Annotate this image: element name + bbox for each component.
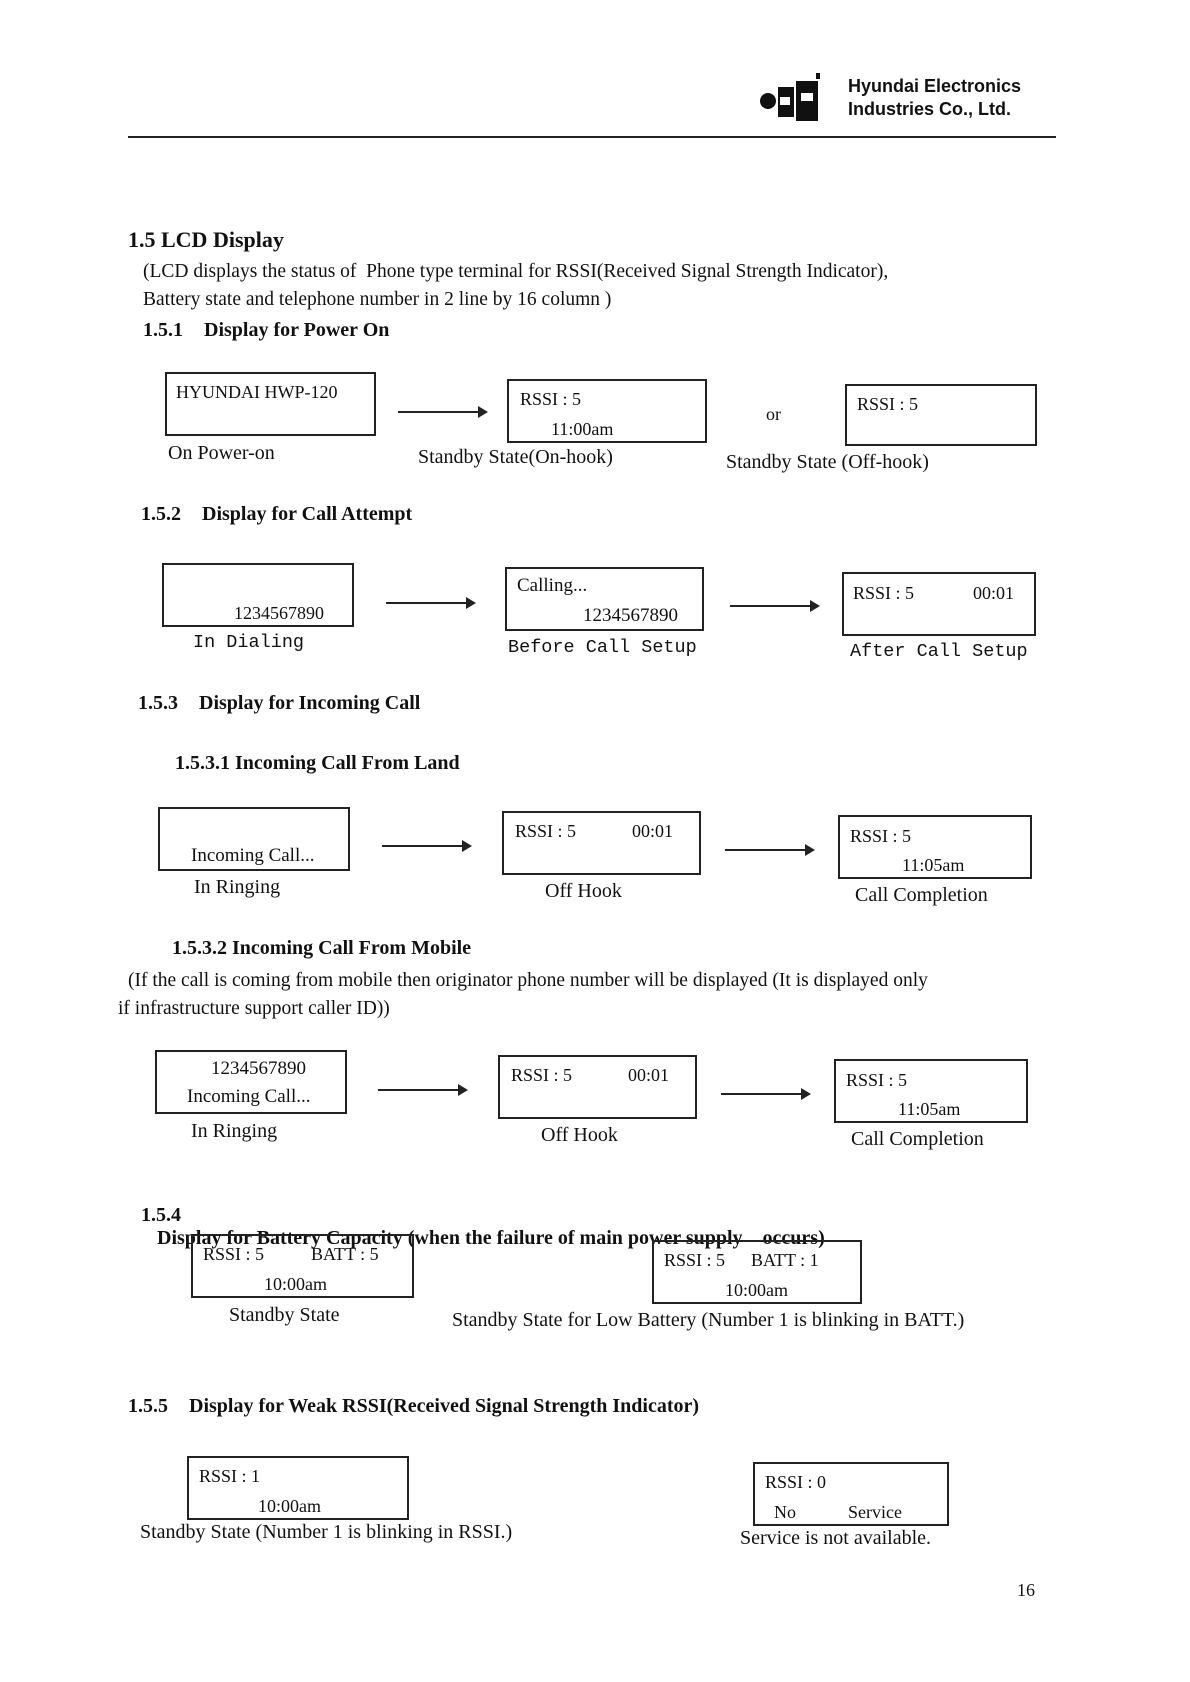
company-name-line1: Hyundai Electronics <box>848 76 1022 96</box>
lcd-incoming-land <box>158 807 350 871</box>
caption: Standby State(On-hook) <box>418 446 613 468</box>
lcd-line1-right: 00:01 <box>973 583 1015 603</box>
lcd-weak-rssi <box>187 1456 409 1520</box>
caption: Standby State <box>229 1304 340 1326</box>
lcd-line1: HYUNDAI HWP-120 <box>176 382 338 402</box>
section-title: 1.5 LCD Display <box>128 227 284 252</box>
section-intro <box>143 258 1063 314</box>
caption: Standby State (Off-hook) <box>726 451 929 473</box>
lcd-line1-left: RSSI : 5 <box>203 1244 265 1264</box>
arrow <box>730 605 818 607</box>
subsection-1-5-3-2-heading: 1.5.3.2 Incoming Call From Mobile <box>172 937 472 959</box>
lcd-line1: RSSI : 5 <box>520 389 582 409</box>
caption: Call Completion <box>855 884 988 906</box>
subsection-1-5-1-heading <box>143 319 389 342</box>
lcd-line2: 11:05am <box>902 855 965 875</box>
lcd-line1-right: BATT : 5 <box>311 1244 379 1264</box>
company-logo <box>758 73 828 130</box>
lcd-no-service <box>753 1462 949 1526</box>
subsection-title: Display for Incoming Call <box>199 692 421 714</box>
caption: Call Completion <box>851 1128 984 1150</box>
subsection-title: Display for Battery Capacity (when the failure of main power supply occurs) <box>157 1227 825 1249</box>
caption: Before Call Setup <box>508 637 697 658</box>
company-name <box>848 75 1021 121</box>
subsection-1-5-3-1-heading: 1.5.3.1 Incoming Call From Land <box>175 752 460 774</box>
lcd-power-on <box>165 372 376 436</box>
lcd-after-call-setup <box>842 572 1036 636</box>
subsection-number: 1.5.1 <box>143 319 183 341</box>
lcd-standby-on-hook <box>507 379 707 443</box>
subsection-note <box>118 967 1078 1023</box>
caption: Off Hook <box>541 1124 618 1146</box>
lcd-line1: RSSI : 1 <box>199 1466 261 1486</box>
arrow <box>378 1089 466 1091</box>
caption: In Ringing <box>191 1120 278 1142</box>
lcd-line1-left: RSSI : 5 <box>853 583 915 603</box>
caption: On Power-on <box>168 442 275 464</box>
arrow <box>382 845 470 847</box>
lcd-incoming-mobile <box>155 1050 347 1114</box>
lcd-line1: Calling... <box>517 575 588 596</box>
or-label: or <box>766 404 781 424</box>
subsection-title: Display for Call Attempt <box>202 503 413 525</box>
company-name-line2: Industries Co., Ltd. <box>848 99 1012 119</box>
subsection-number: 1.5.4 <box>141 1204 181 1226</box>
lcd-line1: RSSI : 0 <box>765 1472 827 1492</box>
caption: Service is not available. <box>740 1527 932 1549</box>
subsection-note-line2: if infrastructure support caller ID)) <box>118 998 390 1019</box>
subsection-1-5-3-heading <box>138 692 420 715</box>
lcd-call-completion-mobile <box>834 1059 1028 1123</box>
header-rule <box>128 136 1056 138</box>
lcd-line2: 10:00am <box>258 1496 321 1516</box>
subsection-number: 1.5.5 <box>128 1395 168 1417</box>
lcd-battery-low <box>652 1240 862 1304</box>
subsection-number: 1.5.2 <box>141 503 181 525</box>
lcd-dialing <box>162 563 354 627</box>
page-number: 16 <box>1017 1580 1035 1600</box>
lcd-line1-left: RSSI : 5 <box>664 1250 726 1270</box>
caption: Standby State for Low Battery (Number 1 is blinking in BATT.) <box>452 1309 965 1331</box>
arrow <box>398 411 486 413</box>
lcd-line2: 11:05am <box>898 1099 961 1119</box>
subsection-note-line1: (If the call is coming from mobile then originator phone number will be displayed (It is displayed only <box>128 970 928 991</box>
lcd-line1: 1234567890 <box>211 1058 306 1079</box>
arrow <box>386 602 474 604</box>
lcd-line1: RSSI : 5 <box>846 1070 908 1090</box>
arrow <box>725 849 813 851</box>
caption: Standby State (Number 1 is blinking in RSSI.) <box>140 1521 513 1543</box>
subsection-title: Display for Weak RSSI(Received Signal Strength Indicator) <box>189 1395 700 1417</box>
caption: After Call Setup <box>850 641 1028 662</box>
caption: In Ringing <box>194 876 281 898</box>
lcd-battery-standby <box>191 1234 414 1298</box>
lcd-line1-right: 00:01 <box>628 1065 670 1085</box>
subsection-1-5-2-heading <box>141 503 412 526</box>
lcd-line1-right: BATT : 1 <box>751 1250 819 1270</box>
caption: In Dialing <box>193 632 305 653</box>
subsection-1-5-5-heading <box>128 1395 699 1418</box>
lcd-line1: RSSI : 5 <box>857 394 919 414</box>
lcd-line2: Incoming Call... <box>187 1086 311 1107</box>
lcd-line2: Incoming Call... <box>191 845 315 866</box>
lcd-call-completion-land <box>838 815 1032 879</box>
lcd-line1-left: RSSI : 5 <box>511 1065 573 1085</box>
lcd-off-hook-mobile <box>498 1055 697 1119</box>
subsection-number: 1.5.3 <box>138 692 178 714</box>
lcd-line2: 10:00am <box>264 1274 327 1294</box>
section-intro-line1: (LCD displays the status of Phone type terminal for RSSI(Received Signal Strength Indicator), <box>143 261 889 282</box>
lcd-line2-right: Service <box>848 1502 902 1522</box>
lcd-line1: RSSI : 5 <box>850 826 912 846</box>
caption: Off Hook <box>545 880 622 902</box>
lcd-calling <box>505 567 704 631</box>
lcd-line1-left: RSSI : 5 <box>515 821 577 841</box>
lcd-line2-left: No <box>774 1502 796 1522</box>
lcd-line1-right: 00:01 <box>632 821 674 841</box>
lcd-standby-off-hook <box>845 384 1037 446</box>
arrow <box>721 1093 809 1095</box>
lcd-line2: 10:00am <box>725 1280 788 1300</box>
lcd-line2: 1234567890 <box>583 605 678 626</box>
section-intro-line2: Battery state and telephone number in 2 line by 16 column ) <box>143 289 612 310</box>
subsection-title: Display for Power On <box>204 319 390 341</box>
lcd-line2: 1234567890 <box>234 603 324 623</box>
lcd-off-hook-land <box>502 811 701 875</box>
lcd-line2: 11:00am <box>551 419 614 439</box>
